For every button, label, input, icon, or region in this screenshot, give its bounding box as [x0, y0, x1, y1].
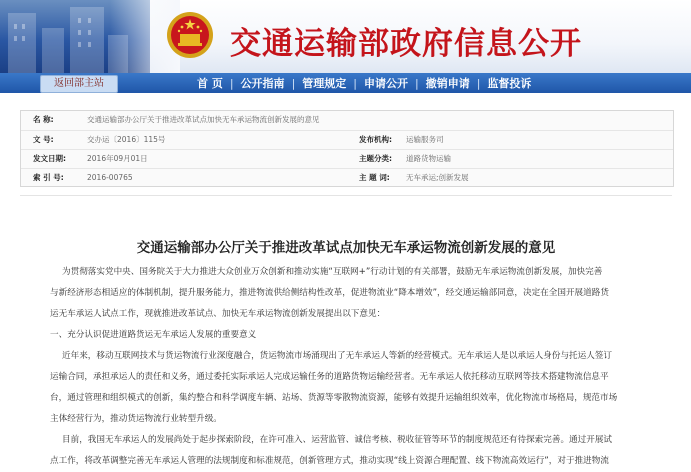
nav-item-withdraw[interactable]: 撤销申请 [425, 77, 470, 90]
home-site-link[interactable]: 返回部主站 [40, 75, 118, 93]
keywords-value: 无车承运;创新发展 [406, 173, 469, 182]
meta-row-date [21, 149, 673, 168]
date-value: 2016年09月01日 [87, 154, 148, 163]
article-line: 台，通过管理和组织模式的创新，集约整合和科学调度车辆、站场、货源等零散物流资源，能够有效提升运输组织效率，优化物流市场格局，规范市场 [50, 393, 618, 403]
site-title: 交通运输部政府信息公开 [230, 26, 582, 62]
document-metadata [20, 110, 674, 187]
number-value: 交办运〔2016〕115号 [87, 135, 166, 144]
nav-separator: | [415, 76, 419, 90]
nav-item-apply[interactable]: 申请公开 [364, 77, 408, 90]
name-label: 名 称: [33, 115, 54, 124]
issuer-value: 运输服务司 [406, 135, 444, 144]
nav-item-complaint[interactable]: 监督投诉 [487, 77, 532, 90]
index-value: 2016-00765 [87, 173, 133, 182]
category-label: 主题分类: [359, 154, 392, 163]
main-nav [0, 73, 691, 93]
date-label: 发文日期: [33, 154, 66, 163]
article-line: 为贯彻落实党中央、国务院关于大力推进大众创业万众创新和推动实施“互联网+”行动计划的有关部署，鼓励无车承运物流创新发展，加快完善 [62, 267, 603, 277]
article-line: 目前，我国无车承运人的发展尚处于起步探索阶段，在许可准入、运营监管、诚信考核、税收征管等环节的制度规范还有待探索完善。通过开展试 [62, 435, 613, 445]
index-label: 索 引 号: [33, 173, 64, 182]
article-line: 近年来，移动互联网技术与货运物流行业深度融合，货运物流市场涌现出了无车承运人等新的经营模式。无车承运人是以承运人身份与托运人签订 [62, 351, 613, 361]
article-line: 点工作，将改革调整完善无车承运人管理的法规制度和标准规范，创新管理方式，推动实现“线上资源合理配置、线下物流高效运行”，对于推进物流 [50, 456, 609, 466]
article-line: 与新经济形态相适应的体制机制，提升服务能力，推进物流供给侧结构性改革，促进物流业“降本增效”，经交通运输部同意，决定在全国开展道路货 [50, 288, 609, 298]
nav-separator: | [353, 76, 357, 90]
meta-row-number [21, 130, 673, 149]
article-body [20, 195, 672, 466]
nav-separator: | [476, 76, 481, 90]
number-label: 文 号: [33, 135, 54, 144]
category-value: 道路货物运输 [406, 154, 451, 163]
article-line: 运无车承运人试点工作，现就推进改革试点、加快无车承运物流创新发展提出以下意见： [50, 309, 386, 319]
article-line: 一、充分认识促进道路货运无车承运人发展的重要意义 [50, 330, 257, 340]
nav-separator: | [229, 76, 234, 90]
header-banner [0, 0, 691, 73]
nav-item-guide[interactable]: 公开指南 [240, 77, 285, 90]
national-emblem-icon [165, 10, 215, 60]
name-value: 交通运输部办公厅关于推进改革试点加快无车承运物流创新发展的意见 [87, 115, 320, 124]
nav-separator: | [291, 76, 296, 90]
article-title: 交通运输部办公厅关于推进改革试点加快无车承运物流创新发展的意见 [136, 240, 556, 256]
meta-row-index [21, 168, 673, 187]
keywords-label: 主 题 词: [359, 173, 390, 182]
nav-item-home[interactable]: 首 页 [197, 77, 223, 90]
article-line: 运输合同，承担承运人的责任和义务，通过委托实际承运人完成运输任务的道路货物运输经营者。无车承运人依托移动互联网等技术搭建物流信息平 [50, 372, 609, 382]
issuer-label: 发布机构: [359, 135, 392, 144]
nav-item-regulations[interactable]: 管理规定 [302, 77, 347, 90]
meta-row-name [21, 111, 673, 129]
article-line: 主体经营行为，推动货运物流行业转型升级。 [50, 414, 222, 424]
